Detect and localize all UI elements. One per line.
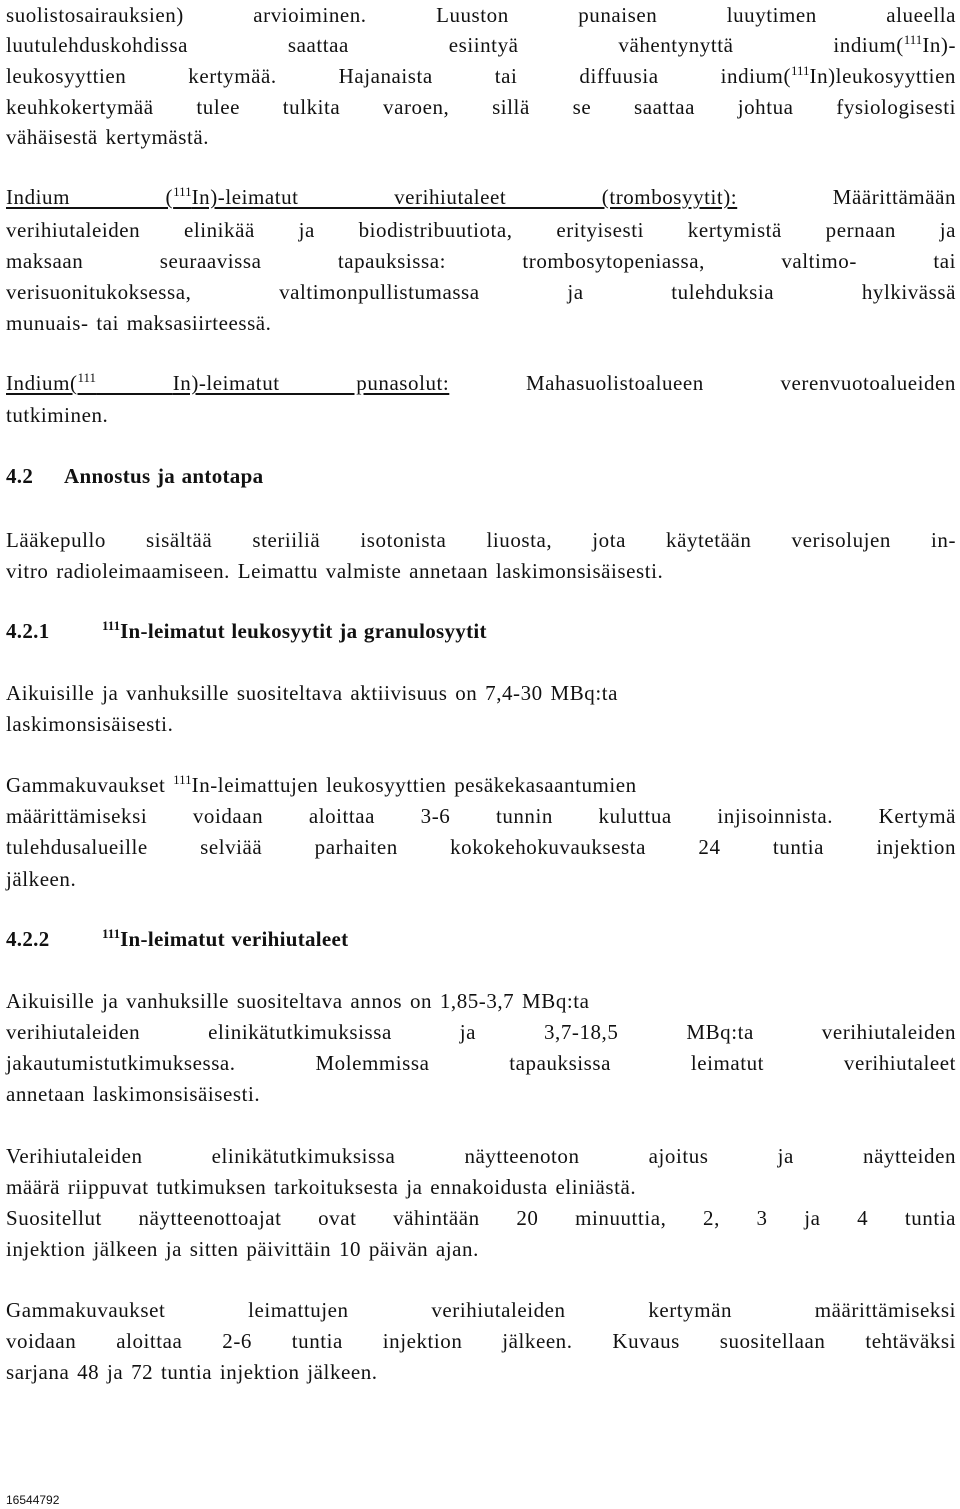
platelet-imaging-line-2: voidaan aloittaa 2-6 tuntia injektion jälkeen. Kuvaus suositellaan tehtäväksi <box>6 1329 956 1353</box>
platelets-line-2: verihiutaleiden elinikää ja biodistribuutiota, erityisesti kertymistä pernaan ja <box>6 218 956 242</box>
platelets-line-1: Indium ($^{111}$In)-leimatut verihiutaleet (trombosyytit): Määrittämään <box>6 184 956 209</box>
platelet-imaging-line-3: sarjana 48 ja 72 tuntia injektion jälkeen. <box>6 1360 378 1384</box>
rbc-line-1: Indium($^{111}$ In)-leimatut punasolut: Mahasuolistoalueen verenvuotoalueiden <box>6 370 956 395</box>
platelets-line-4: verisuonitukoksessa, valtimonpullistumassa ja tulehduksia hylkivässä <box>6 280 956 304</box>
section-heading-4-2-1: 4.2.1 $^{111}$In-leimatut leukosyytit ja granulosyytit <box>6 618 487 643</box>
leuko-dose-line-2: laskimonsisäisesti. <box>6 712 174 736</box>
intro-line-3: leukosyyttien kertymää. Hajanaista tai diffuusia indium($^{111}$In)leukosyyttien <box>6 63 956 88</box>
platelet-dose-line-4: annetaan laskimonsisäisesti. <box>6 1082 261 1106</box>
platelet-sampling-line-3: Suositellut näytteenottoajat ovat vähintään 20 minuuttia, 2, 3 ja 4 tuntia <box>6 1206 956 1230</box>
document-code: 16544792 <box>6 1493 60 1507</box>
platelets-term: Indium ($^{111}$In)-leimatut verihiutaleet (trombosyytit): <box>6 184 738 209</box>
rbc-line-2: tutkiminen. <box>6 403 109 427</box>
dosage-line-1: Lääkepullo sisältää steriiliä isotonista liuosta, jota käytetään verisolujen in- <box>6 528 956 552</box>
platelet-dose-line-1: Aikuisille ja vanhuksille suositeltava annos on 1,85-3,7 MBq:ta <box>6 989 590 1013</box>
leuko-dose-line-1: Aikuisille ja vanhuksille suositeltava aktiivisuus on 7,4-30 MBq:ta <box>6 681 618 705</box>
section-heading-4-2-2: 4.2.2 $^{111}$In-leimatut verihiutaleet <box>6 926 349 951</box>
platelet-dose-line-2: verihiutaleiden elinikätutkimuksissa ja 3,7-18,5 MBq:ta verihiutaleiden <box>6 1020 956 1044</box>
leuko-imaging-line-2: määrittämiseksi voidaan aloittaa 3-6 tunnin kuluttua injisoinnista. Kertymä <box>6 804 956 828</box>
platelet-sampling-line-4: injektion jälkeen ja sitten päivittäin 10 päivän ajan. <box>6 1237 479 1261</box>
platelet-imaging-line-1: Gammakuvaukset leimattujen verihiutaleiden kertymän määrittämiseksi <box>6 1298 956 1322</box>
intro-line-1: suolistosairauksien) arvioiminen. Luuston punaisen luuytimen alueella <box>6 3 956 27</box>
platelet-dose-line-3: jakautumistutkimuksessa. Molemmissa tapauksissa leimatut verihiutaleet <box>6 1051 956 1075</box>
platelets-line-5: munuais- tai maksasiirteessä. <box>6 311 272 335</box>
rbc-term: Indium($^{111}$ In)-leimatut punasolut: <box>6 370 450 395</box>
platelets-line-3: maksaan seuraavissa tapauksissa: trombosytopeniassa, valtimo- tai <box>6 249 956 273</box>
platelet-sampling-line-1: Verihiutaleiden elinikätutkimuksissa näytteenoton ajoitus ja näytteiden <box>6 1144 956 1168</box>
leuko-imaging-line-3: tulehdusalueille selviää parhaiten kokokehokuvauksesta 24 tuntia injektion <box>6 835 956 859</box>
section-heading-4-2: 4.2 Annostus ja antotapa <box>6 464 264 488</box>
leuko-imaging-line-4: jälkeen. <box>6 867 77 891</box>
dosage-line-2: vitro radioleimaamiseen. Leimattu valmiste annetaan laskimonsisäisesti. <box>6 559 664 583</box>
platelet-sampling-line-2: määrä riippuvat tutkimuksen tarkoituksesta ja ennakoidusta eliniästä. <box>6 1175 637 1199</box>
intro-line-4: keuhkokertymää tulee tulkita varoen, sillä se saattaa johtua fysiologisesti <box>6 95 956 119</box>
leuko-imaging-line-1: Gammakuvaukset $^{111}$In-leimattujen leukosyyttien pesäkekasaantumien <box>6 772 637 797</box>
intro-line-2: luutulehduskohdissa saattaa esiintyä vähentynyttä indium($^{111}$In)- <box>6 32 956 57</box>
intro-line-5: vähäisestä kertymästä. <box>6 125 210 149</box>
